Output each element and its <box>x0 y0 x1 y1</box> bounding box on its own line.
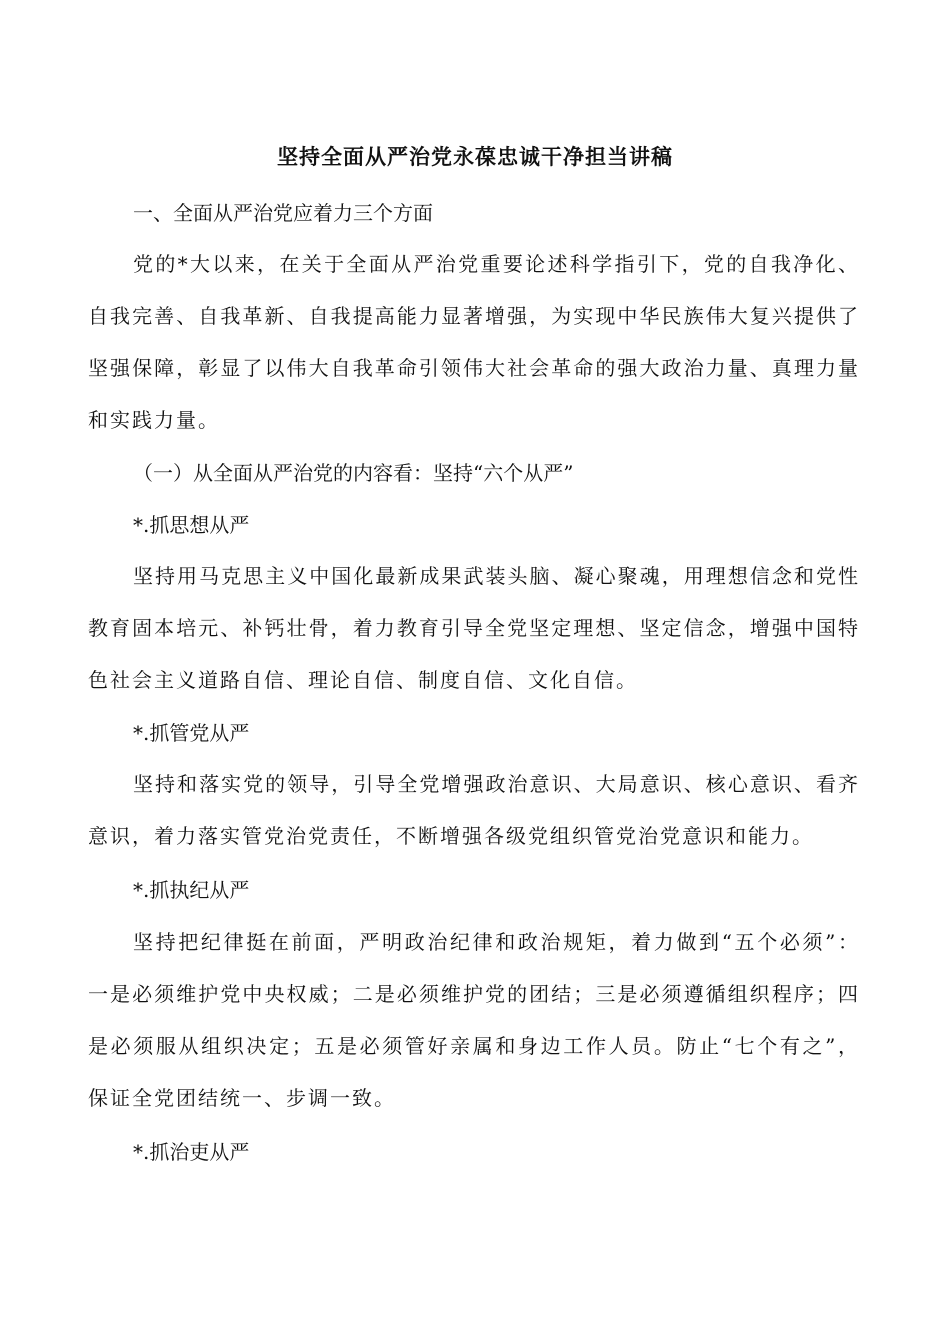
item-heading: *.抓执纪从严 <box>133 878 250 902</box>
item-heading: *.抓管党从严 <box>133 721 250 745</box>
item-heading: *.抓思想从严 <box>133 513 250 537</box>
item-heading: *.抓治吏从严 <box>133 1140 250 1164</box>
paragraph: 坚持用马克思主义中国化最新成果武装头脑、凝心聚魂，用理想信念和党性教育固本培元、补钙壮骨，着力教育引导全党坚定理想、坚定信念，增强中国特色社会主义道路自信、理论自信、制度自信、文化自信。 <box>88 564 860 692</box>
paragraph: 坚持和落实党的领导，引导全党增强政治意识、大局意识、核心意识、看齐意识，着力落实管党治党责任，不断增强各级党组织管党治党意识和能力。 <box>88 772 860 848</box>
paragraph: 坚持把纪律挺在前面，严明政治纪律和政治规矩，着力做到“五个必须”：一是必须维护党中央权威；二是必须维护党的团结；三是必须遵循组织程序；四是必须服从组织决定；五是必须管好亲属和身边工作人员。防止“七个有之”，保证全党团结统一、步调一致。 <box>88 930 860 1110</box>
section-heading: 一、全面从严治党应着力三个方面 <box>133 201 433 225</box>
document-title: 坚持全面从严治党永葆忠诚干净担当讲稿 <box>277 144 673 169</box>
paragraph: 党的*大以来，在关于全面从严治党重要论述科学指引下，党的自我净化、自我完善、自我革新、自我提高能力显著增强，为实现中华民族伟大复兴提供了坚强保障，彰显了以伟大自我革命引领伟大社会革命的强大政治力量、真理力量和实践力量。 <box>88 252 860 432</box>
subsection-heading: （一）从全面从严治党的内容看：坚持“六个从严” <box>133 461 574 485</box>
